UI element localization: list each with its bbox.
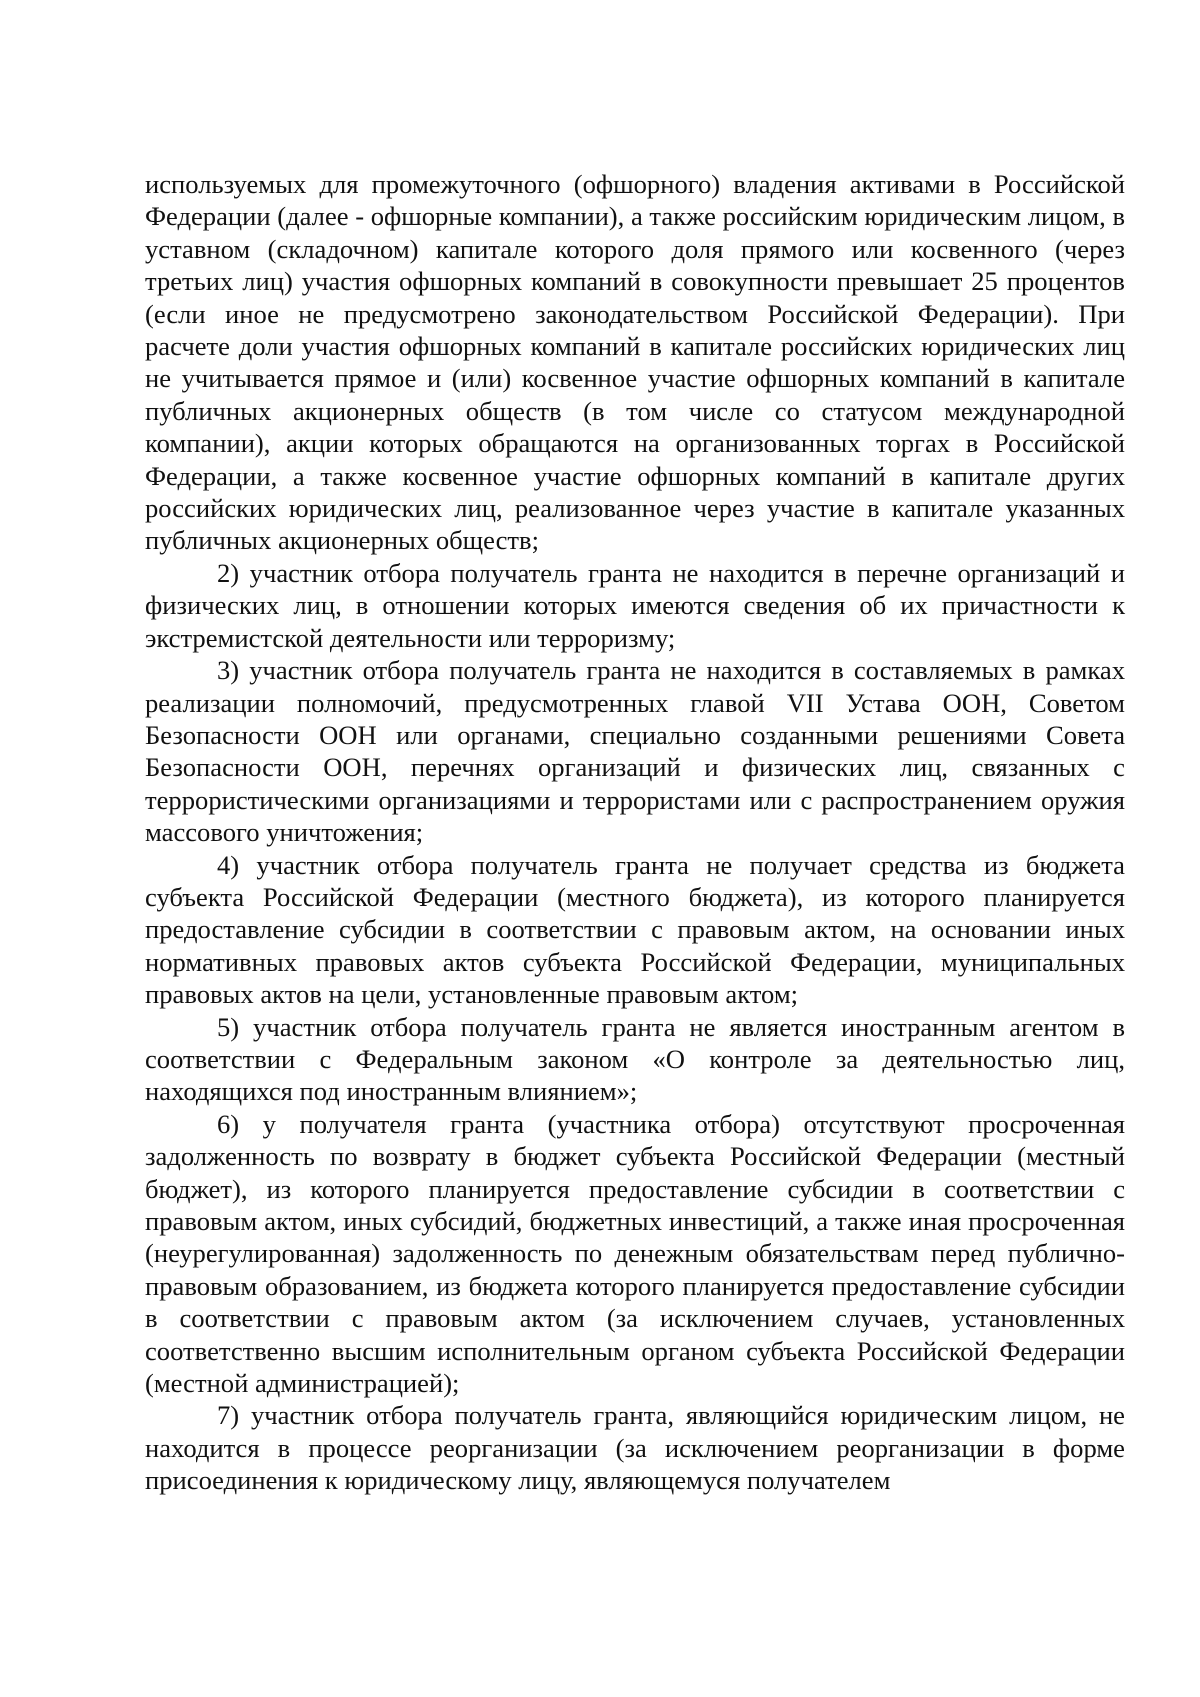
paragraph-offshore-continuation: используемых для промежуточного (офшорного) владения активами в Российской Федерации (далее - офшорные компании), а также российским юридическим лицом, в уставном (складочном) капитале которого доля прямого или косвенного (через третьих лиц) участия офшорных компаний в совокупности превышает 25 процентов (если иное не предусмотрено законодательством Российской Федерации). При расчете доли участия офшорных компаний в капитале российских юридических лиц не учитывается прямое и (или) косвенное участие офшорных компаний в капитале публичных акционерных обществ (в том числе со статусом международной компании), акции которых обращаются на организованных торгах в Российской Федерации, а также косвенное участие офшорных компаний в капитале других российских юридических лиц, реализованное через участие в капитале указанных публичных акционерных обществ; [145,169,1125,556]
paragraph-item-2: 2) участник отбора получатель гранта не находится в перечне организаций и физических лиц, в отношении которых имеются сведения об их причастности к экстремистской деятельности или терроризму; [145,557,1125,653]
document-page [145,168,1125,1497]
paragraph-item-4: 4) участник отбора получатель гранта не получает средства из бюджета субъекта Российской Федерации (местного бюджета), из которого планируется предоставление субсидии в соответствии с правовым актом, на основании иных нормативных правовых актов субъекта Российской Федерации, муниципальных правовых актов на цели, установленные правовым актом; [145,849,1125,1010]
paragraph-item-5: 5) участник отбора получатель гранта не является иностранным агентом в соответствии с Федеральным законом «О контроле за деятельностью лиц, находящихся под иностранным влиянием»; [145,1011,1125,1107]
paragraph-item-3: 3) участник отбора получатель гранта не находится в составляемых в рамках реализации полномочий, предусмотренных главой VII Устава ООН, Советом Безопасности ООН или органами, специально созданными решениями Совета Безопасности ООН, перечнях организаций и физических лиц, связанных с террористическими организациями и террористами или с распространением оружия массового уничтожения; [145,655,1125,848]
paragraph-item-7: 7) участник отбора получатель гранта, являющийся юридическим лицом, не находится в процессе реорганизации (за исключением реорганизации в форме присоединения к юридическому лицу, являющемуся получателем [145,1400,1125,1496]
paragraph-item-6: 6) у получателя гранта (участника отбора) отсутствуют просроченная задолженность по возврату в бюджет субъекта Российской Федерации (местный бюджет), из которого планируется предоставление субсидии в соответствии с правовым актом, иных субсидий, бюджетных инвестиций, а также иная просроченная (неурегулированная) задолженность по денежным обязательствам перед публично-правовым образованием, из бюджета которого планируется предоставление субсидии в соответствии с правовым актом (за исключением случаев, установленных соответственно высшим исполнительным органом субъекта Российской Федерации (местной администрацией); [145,1108,1125,1399]
